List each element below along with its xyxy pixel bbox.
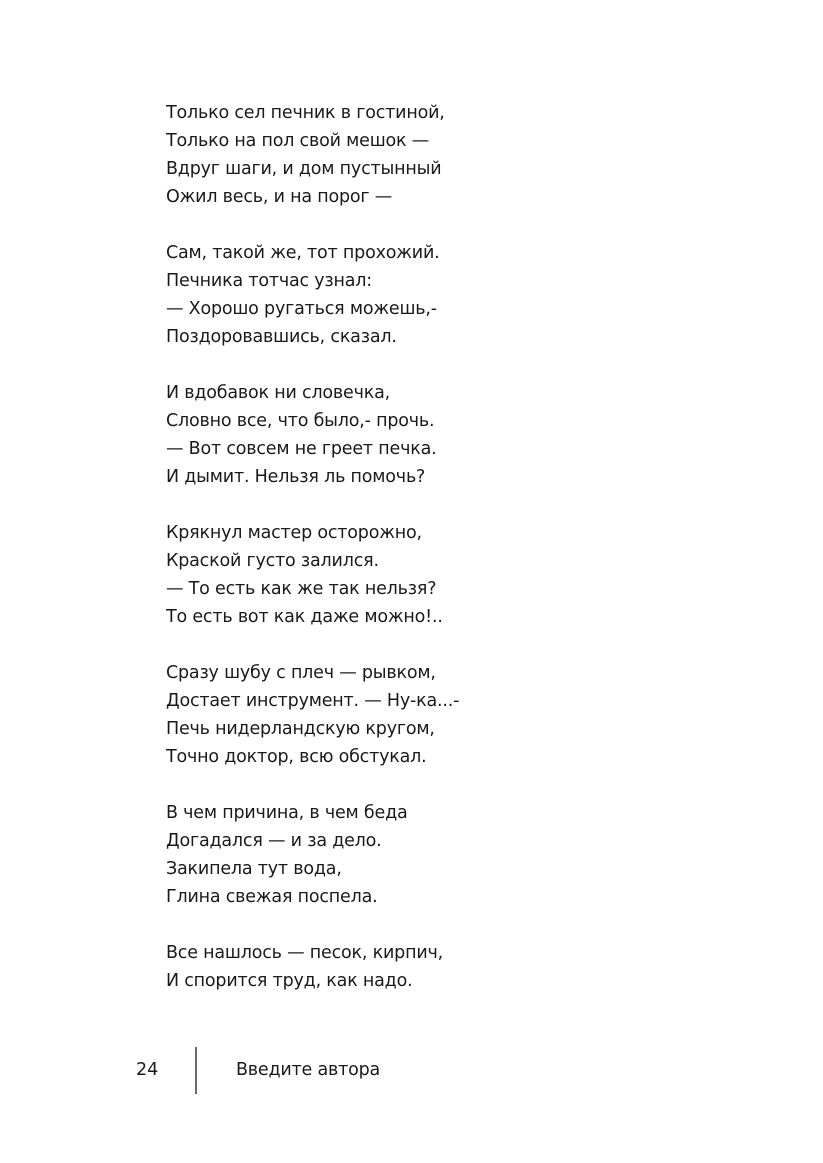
poem-line: Сразу шубу с плеч — рывком, [166, 663, 436, 683]
poem-body [166, 99, 726, 1023]
page-footer [0, 1046, 823, 1094]
footer-divider [195, 1047, 197, 1094]
poem-line: Точно доктор, всю обстукал. [166, 747, 427, 767]
poem-line: И спорится труд, как надо. [166, 971, 413, 991]
poem-line: Печника тотчас узнал: [166, 271, 372, 291]
poem-line: И вдобавок ни словечка, [166, 383, 391, 403]
poem-line: И дымит. Нельзя ль помочь? [166, 467, 426, 487]
poem-line: То есть вот как даже можно!.. [166, 607, 443, 627]
poem-line: Сам, такой же, тот прохожий. [166, 243, 440, 263]
poem-line: Достает инструмент. — Ну-ка...- [166, 691, 460, 711]
author-placeholder: Введите автора [236, 1060, 381, 1080]
poem-line: — Вот совсем не греет печка. [166, 439, 437, 459]
stanza-2 [166, 239, 726, 351]
poem-line: Краской густо залился. [166, 551, 379, 571]
stanza-5 [166, 659, 726, 771]
poem-line: Вдруг шаги, и дом пустынный [166, 159, 442, 179]
stanza-3 [166, 379, 726, 491]
poem-line: Закипела тут вода, [166, 859, 342, 879]
poem-line: Поздоровавшись, сказал. [166, 327, 397, 347]
poem-line: Печь нидерландскую кругом, [166, 719, 435, 739]
poem-line: Догадался — и за дело. [166, 831, 382, 851]
stanza-1 [166, 99, 726, 211]
poem-line: Крякнул мастер осторожно, [166, 523, 422, 543]
poem-line: Ожил весь, и на порог — [166, 187, 393, 207]
poem-line: Словно все, что было,- прочь. [166, 411, 435, 431]
stanza-4 [166, 519, 726, 631]
poem-line: — Хорошо ругаться можешь,- [166, 299, 437, 319]
page-number: 24 [136, 1060, 159, 1080]
poem-line: Глина свежая поспела. [166, 887, 378, 907]
poem-line: Только на пол свой мешок — [166, 131, 430, 151]
stanza-7 [166, 939, 726, 995]
poem-line: В чем причина, в чем беда [166, 803, 408, 823]
poem-line: Только сел печник в гостиной, [166, 103, 445, 123]
poem-line: — То есть как же так нельзя? [166, 579, 437, 599]
poem-line: Все нашлось — песок, кирпич, [166, 943, 443, 963]
stanza-6 [166, 799, 726, 911]
